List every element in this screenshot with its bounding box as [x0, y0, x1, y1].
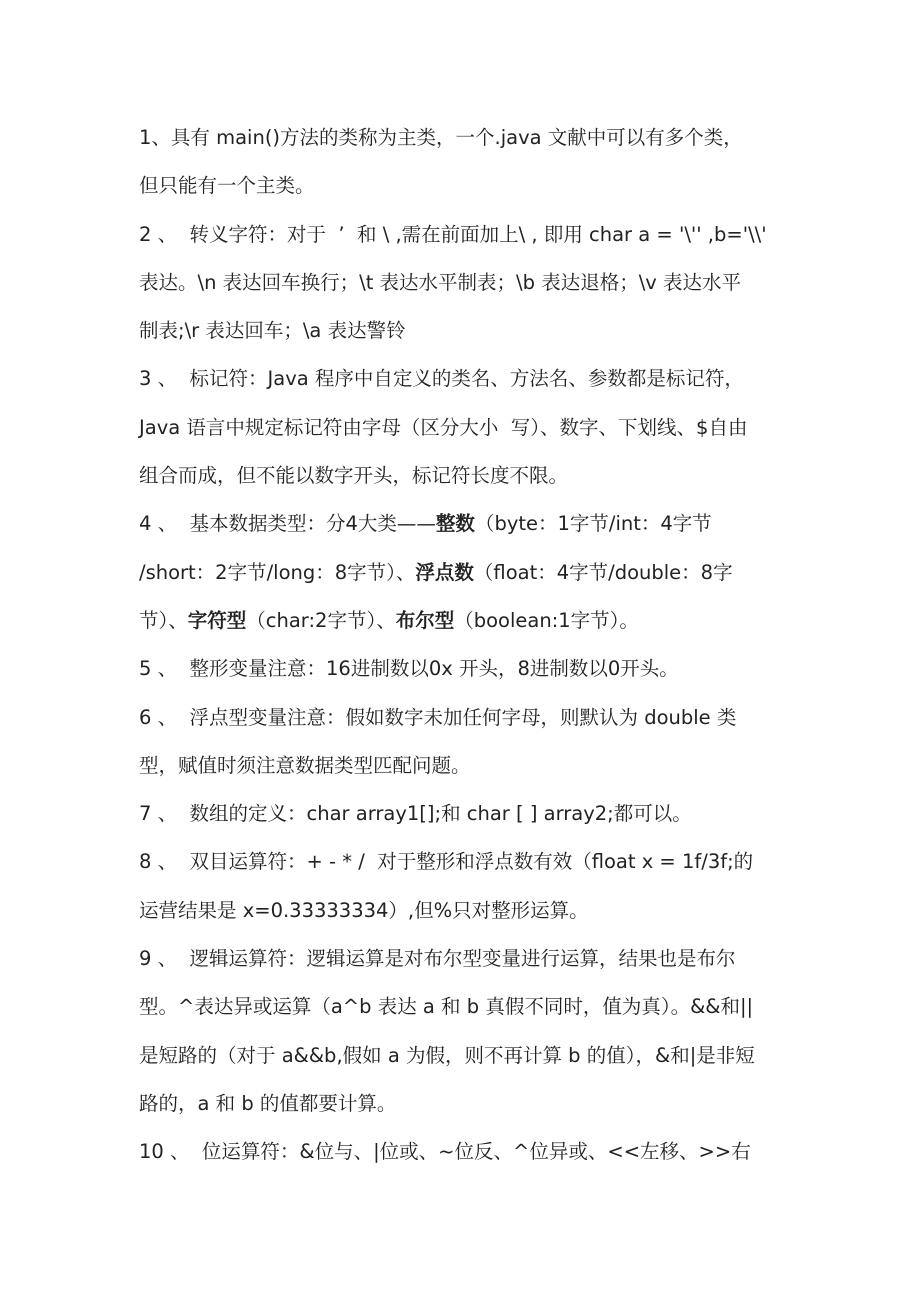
- line-text: 但只能有一个主类。: [139, 174, 315, 198]
- line-text: （boolean:1字节）。: [454, 608, 639, 632]
- text-line-11: [139, 597, 799, 645]
- text-line-5: [139, 307, 799, 355]
- line-text: 路的，a 和 b 的值都要计算。: [139, 1091, 397, 1115]
- line-text: 表达。\n 表达回车换行；\t 表达水平制表；\b 表达退格；\v 表达水平: [139, 270, 741, 294]
- text-line-2: [139, 162, 799, 210]
- bold-term: 布尔型: [395, 608, 455, 632]
- text-line-16: [139, 838, 799, 886]
- line-text: 1、具有 main()方法的类称为主类，一个.java 文献中可以有多个类，: [139, 126, 743, 149]
- text-line-7: [139, 404, 799, 452]
- text-line-10: [139, 549, 799, 597]
- line-text: （float：4字节/double：8字: [473, 560, 733, 584]
- text-line-6: [139, 355, 799, 403]
- text-line-14: [139, 742, 799, 790]
- line-text: 3 、 标记符：Java 程序中自定义的类名、方法名、参数都是标记符，: [139, 367, 744, 391]
- line-text: 8 、 双目运算符：+ - * / 对于整形和浮点数有效（float x = 1f/3f;的: [139, 850, 754, 874]
- line-text: 型。^表达异或运算（a^b 表达 a 和 b 真假不同时，值为真）。&&和||: [139, 995, 754, 1019]
- line-text: （char:2字节）、: [246, 608, 396, 632]
- line-text: （byte：1字节/int：4字节: [474, 512, 712, 536]
- line-text: 2 、 转义字符：对于 ’ 和 \ ,需在前面加上\ , 即用 char a = '\'' ,b='\\': [139, 222, 767, 246]
- line-text: 10 、 位运算符：&位与、|位或、~位反、^位异或、<<左移、>>右: [139, 1140, 751, 1164]
- text-line-9: [139, 500, 799, 548]
- text-line-20: [139, 1032, 799, 1080]
- text-line-8: [139, 452, 799, 500]
- line-text: 制表;\r 表达回车；\a 表达警铃: [139, 319, 406, 343]
- line-text: 型，赋值时须注意数据类型匹配问题。: [139, 753, 471, 777]
- line-text: Java 语言中规定标记符由字母（区分大小 写）、数字、下划线、$自由: [139, 415, 748, 439]
- line-text: 4 、 基本数据类型：分4大类——: [139, 512, 436, 536]
- text-line-21: [139, 1080, 799, 1128]
- bold-term: 整数: [435, 512, 475, 536]
- text-line-1: [139, 114, 799, 162]
- line-text: 7 、 数组的定义：char array1[];和 char [ ] array2;都可以。: [139, 802, 692, 826]
- line-text: 5 、 整形变量注意：16进制数以0x 开头，8进制数以0开头。: [139, 657, 679, 681]
- text-line-22: [139, 1128, 799, 1176]
- line-text: 节）、: [139, 608, 188, 632]
- text-line-12: [139, 645, 799, 693]
- text-line-17: [139, 887, 799, 935]
- text-line-13: [139, 694, 799, 742]
- line-text: 组合而成，但不能以数字开头，标记符长度不限。: [139, 464, 569, 488]
- bold-term: 字符型: [187, 608, 247, 632]
- text-line-15: [139, 790, 799, 838]
- line-text: 运营结果是 x=0.33333334）,但%只对整形运算。: [139, 898, 589, 922]
- text-line-18: [139, 935, 799, 983]
- text-line-3: [139, 211, 799, 259]
- line-text: 是短路的（对于 a&&b,假如 a 为假，则不再计算 b 的值），&和|是非短: [139, 1043, 755, 1067]
- line-text: /short：2字节/long：8字节）、: [139, 560, 416, 584]
- document-body: [139, 114, 799, 1177]
- text-line-19: [139, 983, 799, 1031]
- line-text: 9 、 逻辑运算符：逻辑运算是对布尔型变量进行运算，结果也是布尔: [139, 947, 736, 971]
- bold-term: 浮点数: [415, 560, 474, 584]
- line-text: 6 、 浮点型变量注意：假如数字未加任何字母，则默认为 double 类: [139, 705, 737, 729]
- text-line-4: [139, 259, 799, 307]
